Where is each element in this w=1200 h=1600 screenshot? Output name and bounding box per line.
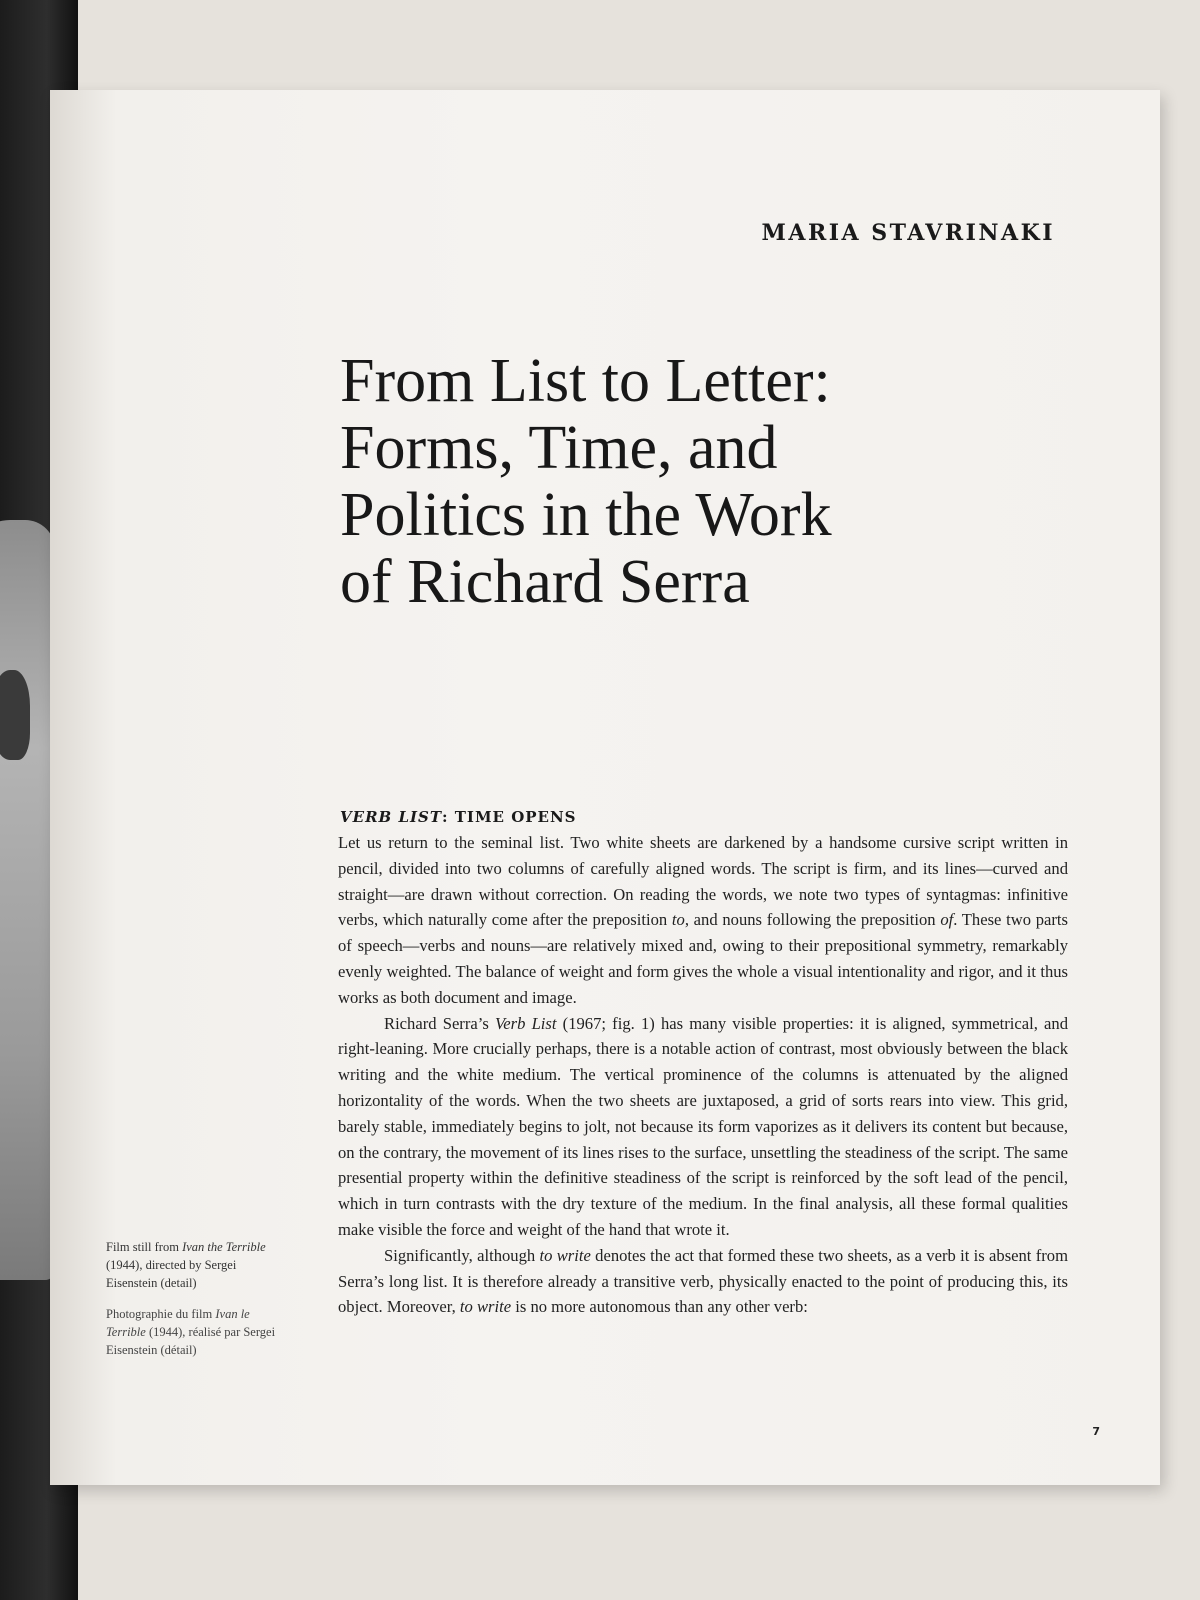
title-line: Forms, Time, and [340,414,778,482]
text-run: Let us return to the seminal list. Two white sheets are darkened by a handsome cursive script written in pencil, divided into two columns of carefully aligned words. The script is firm, and its lines—curved and straight—are drawn without correction. On reading the words, we note two types of syntagmas: infinitive verbs, which naturally come after the preposition [338,833,1068,930]
paragraph [338,830,1068,1011]
italic-text: to write [459,1297,512,1317]
title-line: Politics in the Work [340,481,832,549]
italic-text: of [940,910,954,930]
paragraph [338,1011,1068,1243]
italic-text: Ivan le Terrible [106,1307,250,1339]
text-run: (1944), réalisé par Sergei Eisenstein (détail) [106,1325,276,1357]
text-run: Richard Serra’s [384,1013,495,1033]
text-run: . These two parts of speech—verbs and nouns—are relatively mixed and, owing to their prepositional symmetry, remarkably evenly weighted. The balance of weight and form gives the whole a visual intentionality and rigor, and it thus works as both document and image. [338,910,1068,1007]
section-heading-rest: : TIME OPENS [442,808,577,826]
text-run: denotes the act that formed these two sheets, as a verb it is absent from Serra’s long list. It is therefore already a transitive verb, physically enacted to the point of producing this, its object. Moreover, [338,1245,1068,1317]
section-heading [340,808,577,826]
italic-text: Verb List [494,1013,557,1033]
page-number: 7 [1092,1425,1100,1438]
book-page [50,90,1160,1485]
text-run: is no more autonomous than any other verb: [511,1297,808,1317]
text-run: Film still from [106,1240,183,1254]
text-run: , and nouns following the preposition [684,910,941,930]
italic-text: Ivan the Terrible [182,1240,266,1254]
title-line: of Richard Serra [340,548,750,616]
text-run: (1967; fig. 1) has many visible properties: it is aligned, symmetrical, and right-leaning. More crucially perhaps, there is a notable action of contrast, most obviously between the black writing and the white medium. The vertical prominence of the columns is attenuated by the aligned horizontality of the words. When the two sheets are juxtaposed, a grid of sorts rears into view. This grid, barely stable, immediately begins to jolt, not because its form vaporizes as it delivers its content but because, on the contrary, the movement of its lines rises to the surface, unsettling the steadiness of the script. The same presential property within the definitive steadiness of the script is reinforced by the soft lead of the pencil, which in turn contrasts with the dry texture of the medium. In the final analysis, all these formal qualities make visible the force and weight of the hand that wrote it. [338,1013,1069,1239]
italic-text: to write [539,1245,591,1265]
caption-english [106,1238,286,1292]
text-run: Photographie du film [106,1307,216,1321]
article-title [340,348,960,616]
film-still-image [0,520,55,1280]
text-run: (1944), directed by Sergei Eisenstein (detail) [106,1258,237,1290]
title-line: From List to Letter: [340,347,831,415]
author-name: MARIA STAVRINAKI [761,220,1055,246]
paragraph [338,1243,1068,1320]
section-heading-italic: VERB LIST [340,808,442,826]
italic-text: to [671,910,685,930]
body-text [338,830,1068,1320]
text-run: Significantly, although [384,1245,540,1265]
caption-french [106,1305,286,1359]
